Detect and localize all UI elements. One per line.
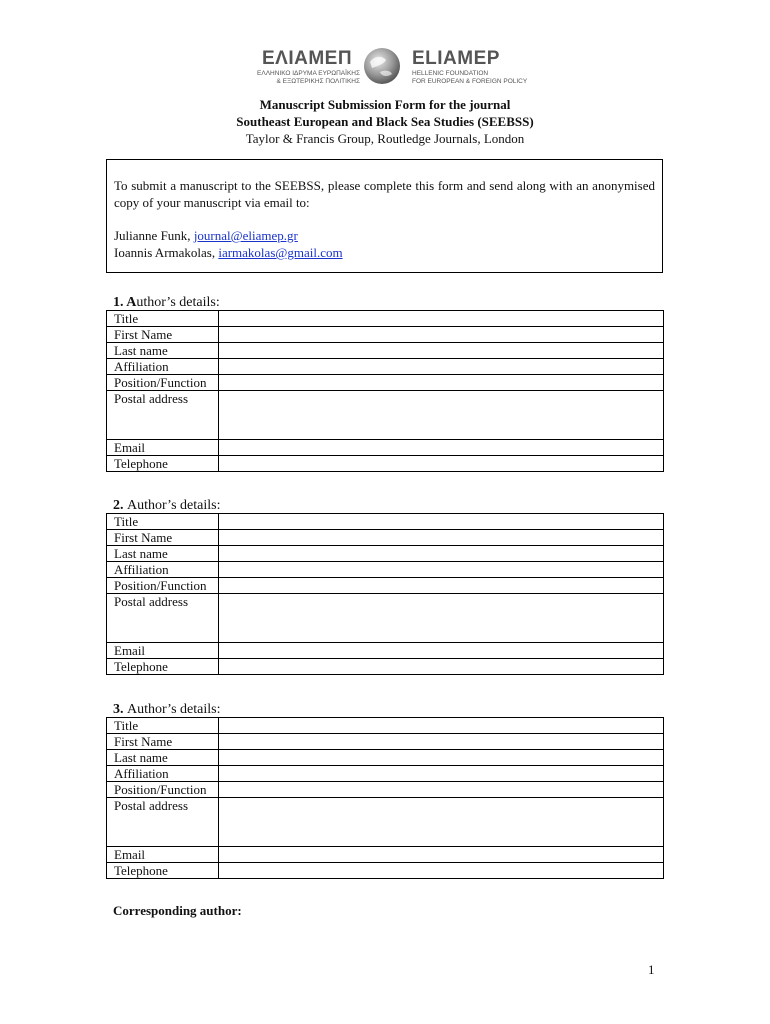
table-row xyxy=(107,440,664,456)
instructions-text: To submit a manuscript to the SEEBSS, please complete this form and send along with an anonymised copy of your manuscript via email to: xyxy=(114,178,655,210)
table-row xyxy=(107,863,664,879)
table-row xyxy=(107,375,664,391)
author-3-heading xyxy=(113,701,220,718)
table-row xyxy=(107,359,664,375)
field-label-position: Position/Function xyxy=(107,578,219,594)
corresponding-author-label: Corresponding author: xyxy=(113,903,242,918)
author-1-heading-text: uthor’s details: xyxy=(136,295,220,310)
author-3-postal-address-input[interactable] xyxy=(219,798,664,847)
table-row xyxy=(107,530,664,546)
field-label-affiliation: Affiliation xyxy=(107,359,219,375)
field-label-title: Title xyxy=(107,311,219,327)
author-3-number: 3. xyxy=(113,702,127,717)
field-label-email: Email xyxy=(107,440,219,456)
table-row xyxy=(107,327,664,343)
table-row xyxy=(107,798,664,847)
author-2-heading xyxy=(113,497,220,514)
table-row xyxy=(107,456,664,472)
author-1-telephone-input[interactable] xyxy=(219,456,664,472)
table-row xyxy=(107,750,664,766)
author-2-number: 2. xyxy=(113,498,127,513)
author-2-first-name-input[interactable] xyxy=(219,530,664,546)
author-3-email-input[interactable] xyxy=(219,847,664,863)
author-1-position-input[interactable] xyxy=(219,375,664,391)
author-2-postal-address-input[interactable] xyxy=(219,594,664,643)
author-2-telephone-input[interactable] xyxy=(219,659,664,675)
globe-icon xyxy=(362,46,402,86)
author-3-telephone-input[interactable] xyxy=(219,863,664,879)
author-2-heading-text: Author’s details: xyxy=(127,498,221,513)
table-row xyxy=(107,594,664,643)
author-2-table xyxy=(106,513,664,675)
form-title: Manuscript Submission Form for the journal xyxy=(259,97,511,112)
author-1-number: 1. xyxy=(113,295,127,310)
field-label-affiliation: Affiliation xyxy=(107,766,219,782)
table-row xyxy=(107,734,664,750)
contact-list xyxy=(114,227,655,261)
field-label-title: Title xyxy=(107,514,219,530)
author-3-affiliation-input[interactable] xyxy=(219,766,664,782)
logo-greek-name: ΕΛΙΑΜΕΠ xyxy=(262,48,353,69)
field-label-position: Position/Function xyxy=(107,375,219,391)
field-label-first-name: First Name xyxy=(107,530,219,546)
logo-greek-subtitle-line2: & ΕΞΩΤΕΡΙΚΗΣ ΠΟΛΙΤΙΚΗΣ xyxy=(276,78,360,85)
author-3-last-name-input[interactable] xyxy=(219,750,664,766)
contact-funk-email-link[interactable]: journal@eliamep.gr xyxy=(193,228,298,243)
logo-greek-subtitle xyxy=(230,70,360,86)
author-1-postal-address-input[interactable] xyxy=(219,391,664,440)
author-2-affiliation-input[interactable] xyxy=(219,562,664,578)
table-row xyxy=(107,782,664,798)
author-3-table xyxy=(106,717,664,879)
contact-funk-name: Julianne Funk, xyxy=(114,228,194,243)
logo-english-subtitle-line1: HELLENIC FOUNDATION xyxy=(412,70,489,77)
field-label-title: Title xyxy=(107,718,219,734)
author-1-last-name-input[interactable] xyxy=(219,343,664,359)
field-label-email: Email xyxy=(107,643,219,659)
contact-armakolas-email-link[interactable]: iarmakolas@gmail.com xyxy=(218,245,343,260)
table-row xyxy=(107,311,664,327)
contact-funk xyxy=(114,227,655,244)
table-row xyxy=(107,562,664,578)
table-row xyxy=(107,391,664,440)
field-label-telephone: Telephone xyxy=(107,456,219,472)
table-row xyxy=(107,718,664,734)
author-1-affiliation-input[interactable] xyxy=(219,359,664,375)
author-1-email-input[interactable] xyxy=(219,440,664,456)
field-label-first-name: First Name xyxy=(107,734,219,750)
contact-armakolas xyxy=(114,244,655,261)
logo-english-subtitle-line2: FOR EUROPEAN & FOREIGN POLICY xyxy=(412,78,528,85)
page-number: 1 xyxy=(648,962,655,977)
field-label-email: Email xyxy=(107,847,219,863)
field-label-last-name: Last name xyxy=(107,750,219,766)
table-row xyxy=(107,514,664,530)
table-row xyxy=(107,546,664,562)
submission-instructions-box xyxy=(106,159,663,273)
table-row xyxy=(107,766,664,782)
field-label-first-name: First Name xyxy=(107,327,219,343)
field-label-telephone: Telephone xyxy=(107,659,219,675)
author-3-position-input[interactable] xyxy=(219,782,664,798)
publisher: Taylor & Francis Group, Routledge Journals, London xyxy=(245,131,525,146)
author-1-table xyxy=(106,310,664,472)
author-3-title-input[interactable] xyxy=(219,718,664,734)
table-row xyxy=(107,847,664,863)
author-3-heading-text: Author’s details: xyxy=(127,702,221,717)
logo-greek-subtitle-line1: ΕΛΛΗΝΙΚΟ ΙΔΡΥΜΑ ΕΥΡΩΠΑΪΚΗΣ xyxy=(257,70,360,77)
field-label-postal-address: Postal address xyxy=(107,391,219,440)
author-1-first-name-input[interactable] xyxy=(219,327,664,343)
field-label-position: Position/Function xyxy=(107,782,219,798)
contact-armakolas-name: Ioannis Armakolas, xyxy=(114,245,219,260)
field-label-affiliation: Affiliation xyxy=(107,562,219,578)
field-label-last-name: Last name xyxy=(107,546,219,562)
eliamep-logo xyxy=(228,44,548,90)
table-row xyxy=(107,343,664,359)
author-1-heading-initial: A xyxy=(126,295,137,310)
table-row xyxy=(107,659,664,675)
field-label-last-name: Last name xyxy=(107,343,219,359)
field-label-telephone: Telephone xyxy=(107,863,219,879)
table-row xyxy=(107,578,664,594)
document-title-block xyxy=(0,96,770,147)
author-2-last-name-input[interactable] xyxy=(219,546,664,562)
table-row xyxy=(107,643,664,659)
author-2-title-input[interactable] xyxy=(219,514,664,530)
journal-name: Southeast European and Black Sea Studies (SEEBSS) xyxy=(236,114,534,129)
author-2-position-input[interactable] xyxy=(219,578,664,594)
logo-english-subtitle xyxy=(412,70,552,86)
logo-english-name: ELIAMEP xyxy=(412,48,500,69)
author-2-email-input[interactable] xyxy=(219,643,664,659)
author-1-heading xyxy=(113,294,220,311)
field-label-postal-address: Postal address xyxy=(107,594,219,643)
field-label-postal-address: Postal address xyxy=(107,798,219,847)
author-1-title-input[interactable] xyxy=(219,311,664,327)
author-3-first-name-input[interactable] xyxy=(219,734,664,750)
